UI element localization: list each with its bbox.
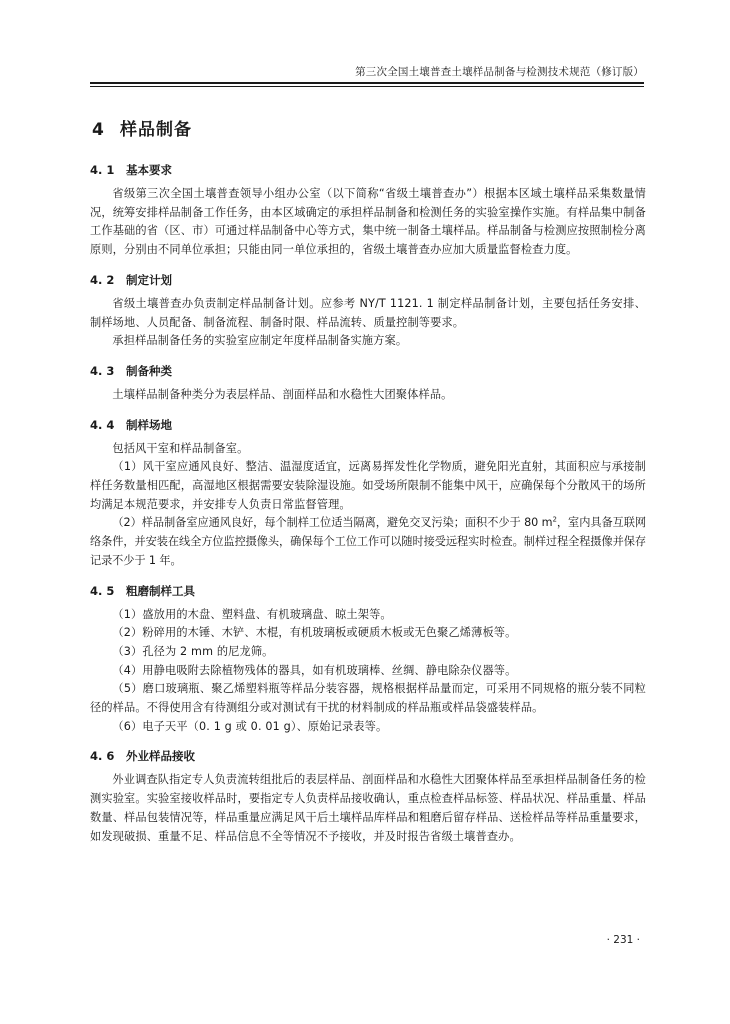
section-number: 4. 1 [90,163,115,177]
main-content [90,160,646,846]
body-paragraph: 土壤样品制备种类分为表层样品、剖面样品和水稳性大团聚体样品。 [112,387,453,401]
list-item: （5）磨口玻璃瓶、聚乙烯塑料瓶等样品分装容器，规格根据样品量而定，可采用不同规格的瓶分装不同粒径的样品。不得使用含有待测组分或对测试有干扰的材料制成的样品瓶或样品袋盛装样品。 [90,682,646,715]
list-item: （4）用静电吸附去除植物残体的器具，如有机玻璃棒、丝绸、静电除杂仪器等。 [112,663,517,677]
body-paragraph: 外业调查队指定专人负责流转组批后的表层样品、剖面样品和水稳性大团聚体样品至承担样品制备任务的检测实验室。实验室接收样品时，要指定专人负责样品接收确认，重点检查样品标签、样品状况、样品重量、样品数量、样品包装情况等，样品重量应满足风干后土壤样品库样品和粗磨后留存样品、送检样品等样品重量要求，如发现破损、重量不足、样品信息不全等情况不予接收，并及时报告省级土壤普查办。 [90,773,646,843]
section-title: 外业样品接收 [126,749,195,764]
section-title: 制样场地 [126,417,172,432]
section-heading-4-5 [90,581,646,601]
running-header: 第三次全国土壤普查土壤样品制备与检测技术规范（修订版） [355,66,644,78]
section-heading-4-1 [90,160,646,180]
section-number: 4. 4 [90,417,115,432]
section-heading-4-4 [90,415,646,435]
section-title: 基本要求 [126,163,172,177]
section-heading-4-3 [90,361,646,381]
list-item: （6）电子天平（0. 1 g 或 0. 01 g）、原始记录表等。 [112,719,388,733]
list-item: （3）孔径为 2 mm 的尼龙筛。 [112,644,274,658]
list-item: （2）粉碎用的木锤、木铲、木棍，有机玻璃板或硬质木板或无色聚乙烯薄板等。 [112,626,517,640]
header-rule [90,82,644,84]
section-title: 制备种类 [126,363,172,378]
list-item: （1）盛放用的木盘、塑料盘、有机玻璃盘、晾土架等。 [112,607,392,621]
section-number: 4. 2 [90,272,115,287]
section-heading-4-2 [90,270,646,290]
chapter-title-text: 样品制备 [120,120,192,140]
body-paragraph: 省级第三次全国土壤普查领导小组办公室（以下简称“省级土壤普查办”）根据本区域土壤样品采集数量情况，统筹安排样品制备工作任务，由本区域确定的承担样品制备和检测任务的实验室操作实施。有样品集中制备工作基础的省（区、市）可通过样品制备中心等方式，集中统一制备土壤样品。样品制备与检测应按照制检分离原则，分别由不同单位承担；只能由同一单位承担的，省级土壤普查办应加大质量监督检查力度。 [90,187,646,257]
section-number: 4. 6 [90,749,115,764]
section-number: 4. 3 [90,363,115,378]
text-run: （2）样品制备室应通风良好，每个制样工位适当隔离，避免交叉污染；面积不少于 80 m [112,516,553,530]
body-paragraph: 省级土壤普查办负责制定样品制备计划。应参考 NY/T 1121. 1 制定样品制备计划，主要包括任务安排、制样场地、人员配备、制备流程、制备时限、样品流转、质量控制等要求。 [90,296,646,329]
section-title: 粗磨制样工具 [126,583,195,598]
body-paragraph: 包括风干室和样品制备室。 [112,441,249,455]
superscript: 2 [552,515,557,524]
body-paragraph: 承担样品制备任务的实验室应制定年度样品制备实施方案。 [112,334,408,348]
body-paragraph: （1）风干室应通风良好、整洁、温湿度适宜，远离易挥发性化学物质，避免阳光直射，其面积应与承接制样任务数量相匹配，高湿地区根据需要安装除湿设施。如受场所限制不能集中风干，应确保每个分散风干的场所均满足本规范要求，并安排专人负责日常监督管理。 [90,460,646,511]
section-title: 制定计划 [126,272,172,287]
text-run: ，室内具备互联网络条件，并安装在线全方位监控摄像头，确保每个工位工作可以随时接受远程实时检查。制样过程全程摄像并保存记录不少于 1 年。 [90,516,647,567]
chapter-title [92,115,192,140]
header-rule-secondary [90,86,644,87]
section-number: 4. 5 [90,583,115,598]
page-number: · 231 · [606,934,640,946]
section-heading-4-6 [90,746,646,766]
chapter-number: 4 [92,120,105,140]
body-paragraph [90,514,646,570]
